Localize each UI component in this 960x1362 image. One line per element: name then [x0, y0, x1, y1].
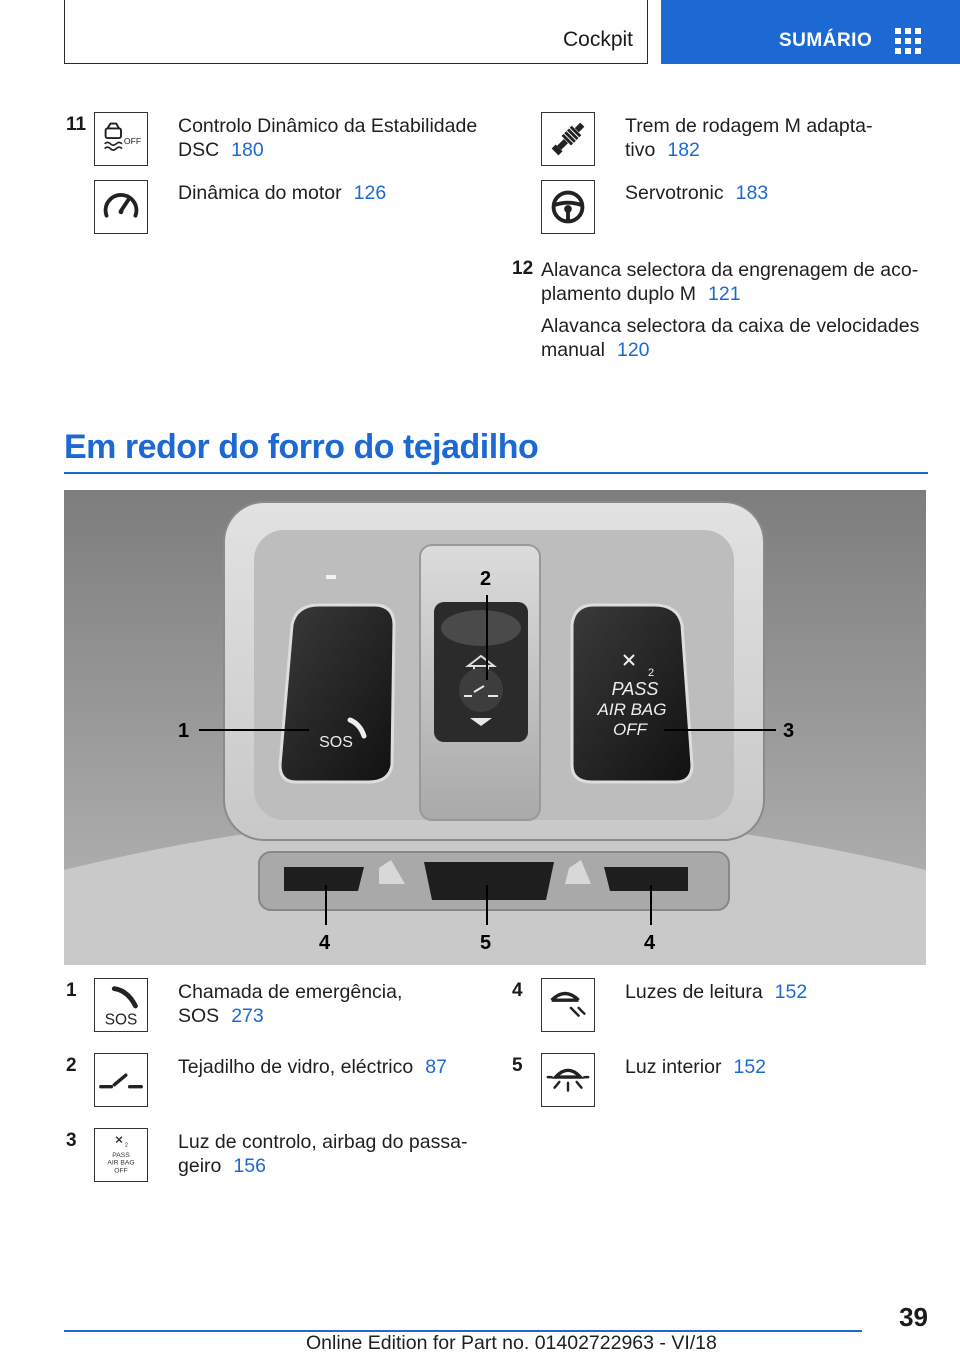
header-bar [64, 0, 648, 64]
svg-text:OFF: OFF [613, 720, 647, 739]
grid-menu-icon[interactable] [895, 28, 921, 54]
svg-text:2: 2 [648, 667, 655, 679]
header-section-title[interactable]: Cockpit [562, 28, 633, 51]
page-link-engine[interactable]: 126 [353, 182, 387, 204]
legend-text-5: Luz interior 152 [625, 1056, 767, 1078]
page-link-dsc[interactable]: 180 [231, 139, 264, 161]
legend-text-1: Chamada de emergência, SOS 273 [178, 981, 403, 1027]
legend-text-4: Luzes de leitura 152 [625, 981, 808, 1003]
callout-3: 3 [783, 720, 795, 742]
dct-selector-description: Alavanca selectora da engrenagem de aco‐ plamento duplo M 121 [541, 259, 919, 305]
item-number: 11 [66, 114, 87, 135]
page-link-glass-roof[interactable]: 87 [425, 1056, 447, 1078]
callout-1: 1 [178, 720, 190, 742]
page-link-sos[interactable]: 273 [231, 1005, 264, 1027]
svg-text:OFF: OFF [123, 135, 142, 146]
svg-text:SOS: SOS [104, 1011, 138, 1029]
section-heading: Em redor do forro do tejadilho [64, 428, 539, 466]
engine-dynamics-description: Dinâmica do motor 126 [178, 182, 387, 204]
svg-text:2: 2 [124, 1142, 129, 1149]
svg-text:PASS: PASS [112, 1151, 130, 1159]
page-number: 39 [899, 1302, 928, 1332]
steering-wheel-icon [541, 180, 595, 234]
legend-number: 1 [66, 980, 77, 1001]
adaptive-suspension-description: Trem de rodagem M adapta‐ tivo 182 [625, 115, 873, 161]
legend-number: 5 [512, 1055, 523, 1076]
svg-text:SOS: SOS [319, 734, 353, 751]
svg-text:PASS: PASS [611, 679, 659, 699]
manual-selector-description: Alavanca selectora da caixa de velocidades manual 120 [541, 315, 920, 361]
passenger-airbag-off-icon [94, 1128, 148, 1182]
interior-light-icon [541, 1053, 595, 1107]
contents-button[interactable] [661, 0, 960, 64]
item-number: 12 [512, 258, 534, 279]
roof-liner-photo [64, 490, 926, 965]
reading-light-icon [541, 978, 595, 1032]
page-link-chassis[interactable]: 182 [667, 139, 700, 161]
page-link-manual[interactable]: 120 [616, 339, 650, 361]
page-link-airbag[interactable]: 156 [233, 1155, 266, 1177]
callout-5: 5 [480, 932, 492, 954]
page-link-dct[interactable]: 121 [708, 283, 741, 305]
callout-4-left: 4 [319, 932, 331, 954]
legend-text-2: Tejadilho de vidro, eléctrico 87 [178, 1056, 447, 1078]
dsc-off-icon [94, 112, 148, 166]
page-link-reading-light[interactable]: 152 [774, 981, 808, 1003]
engine-dynamics-icon [94, 180, 148, 234]
svg-text:AIR BAG: AIR BAG [597, 700, 667, 719]
sos-phone-icon [94, 978, 148, 1032]
page-link-interior-light[interactable]: 152 [733, 1056, 767, 1078]
svg-text:AIR BAG: AIR BAG [107, 1159, 135, 1167]
legend-text-3: Luz de controlo, airbag do passa‐ geiro 156 [178, 1131, 468, 1177]
contents-button-label[interactable]: SUMÁRIO [779, 30, 873, 51]
callout-4-right: 4 [644, 932, 656, 954]
legend-number: 3 [66, 1130, 77, 1151]
legend-number: 4 [512, 980, 523, 1001]
glass-roof-icon [94, 1053, 148, 1107]
legend-number: 2 [66, 1055, 77, 1076]
section-divider [64, 472, 928, 474]
callout-2: 2 [480, 568, 492, 590]
adaptive-suspension-icon [541, 112, 595, 166]
dsc-description: Controlo Dinâmico da Estabilidade DSC 180 [178, 115, 478, 161]
page-link-servotronic[interactable]: 183 [735, 182, 769, 204]
svg-text:OFF: OFF [114, 1167, 128, 1175]
edition-text: Online Edition for Part no. 01402722963 - VI/18 [306, 1332, 717, 1354]
servotronic-description: Servotronic 183 [625, 182, 769, 204]
